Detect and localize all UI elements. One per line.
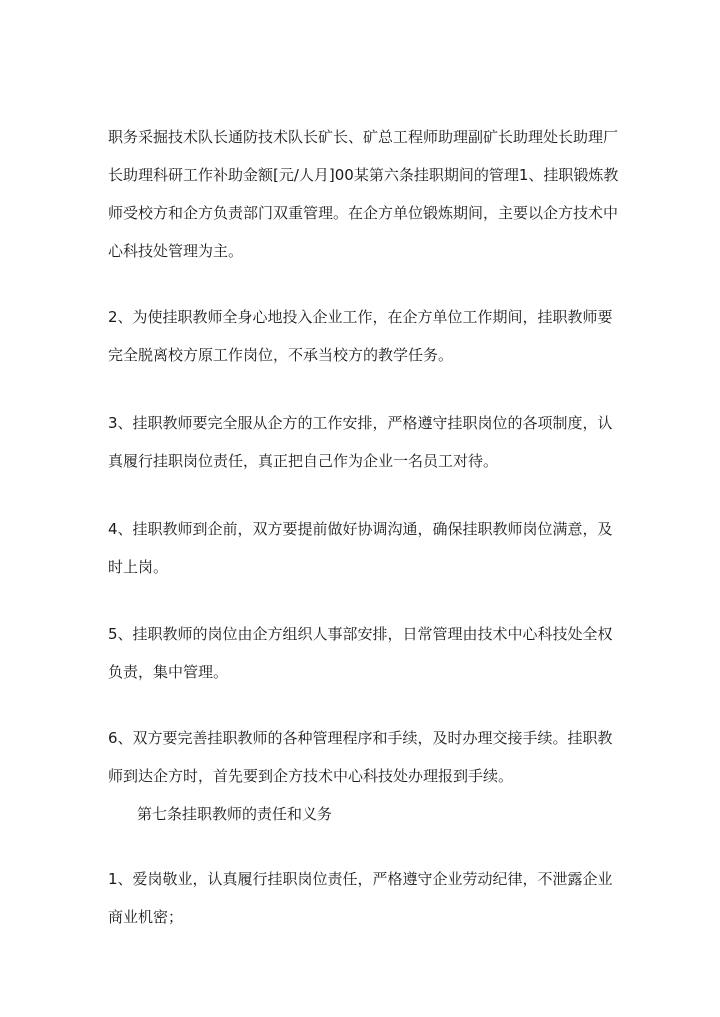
paragraph-4: 4、挂职教师到企前，双方要提前做好协调沟通，确保挂职教师岗位满意，及时上岗。 [108, 520, 613, 576]
paragraph-5: 5、挂职教师的岗位由企方组织人事部安排，日常管理由技术中心科技处全权负责，集中管理。 [108, 625, 613, 681]
paragraph-1: 职务采掘技术队长通防技术队长矿长、矿总工程师助理副矿长助理处长助理厂长助理科研工作补助金额[元/人月]00某第六条挂职期间的管理1、挂职锻炼教师受校方和企方负责部门双重管理。在企方单位锻炼期间，主要以企方技术中心科技处管理为主。 [108, 128, 619, 260]
paragraph-6: 6、双方要完善挂职教师的各种管理程序和手续，及时办理交接手续。挂职教师到达企方时，首先要到企方技术中心科技处办理报到手续。 [108, 729, 613, 785]
paragraph-7: 1、爱岗敬业，认真履行挂职岗位责任，严格遵守企业劳动纪律，不泄露企业商业机密； [108, 870, 613, 926]
paragraph-3: 3、挂职教师要完全服从企方的工作安排，严格遵守挂职岗位的各项制度，认真履行挂职岗位责任，真正把自己作为企业一名员工对待。 [108, 414, 613, 470]
section-heading: 第七条挂职教师的责任和义务 [137, 805, 333, 823]
paragraph-2: 2、为使挂职教师全身心地投入企业工作，在企方单位工作期间，挂职教师要完全脱离校方原工作岗位，不承当校方的教学任务。 [108, 308, 613, 364]
